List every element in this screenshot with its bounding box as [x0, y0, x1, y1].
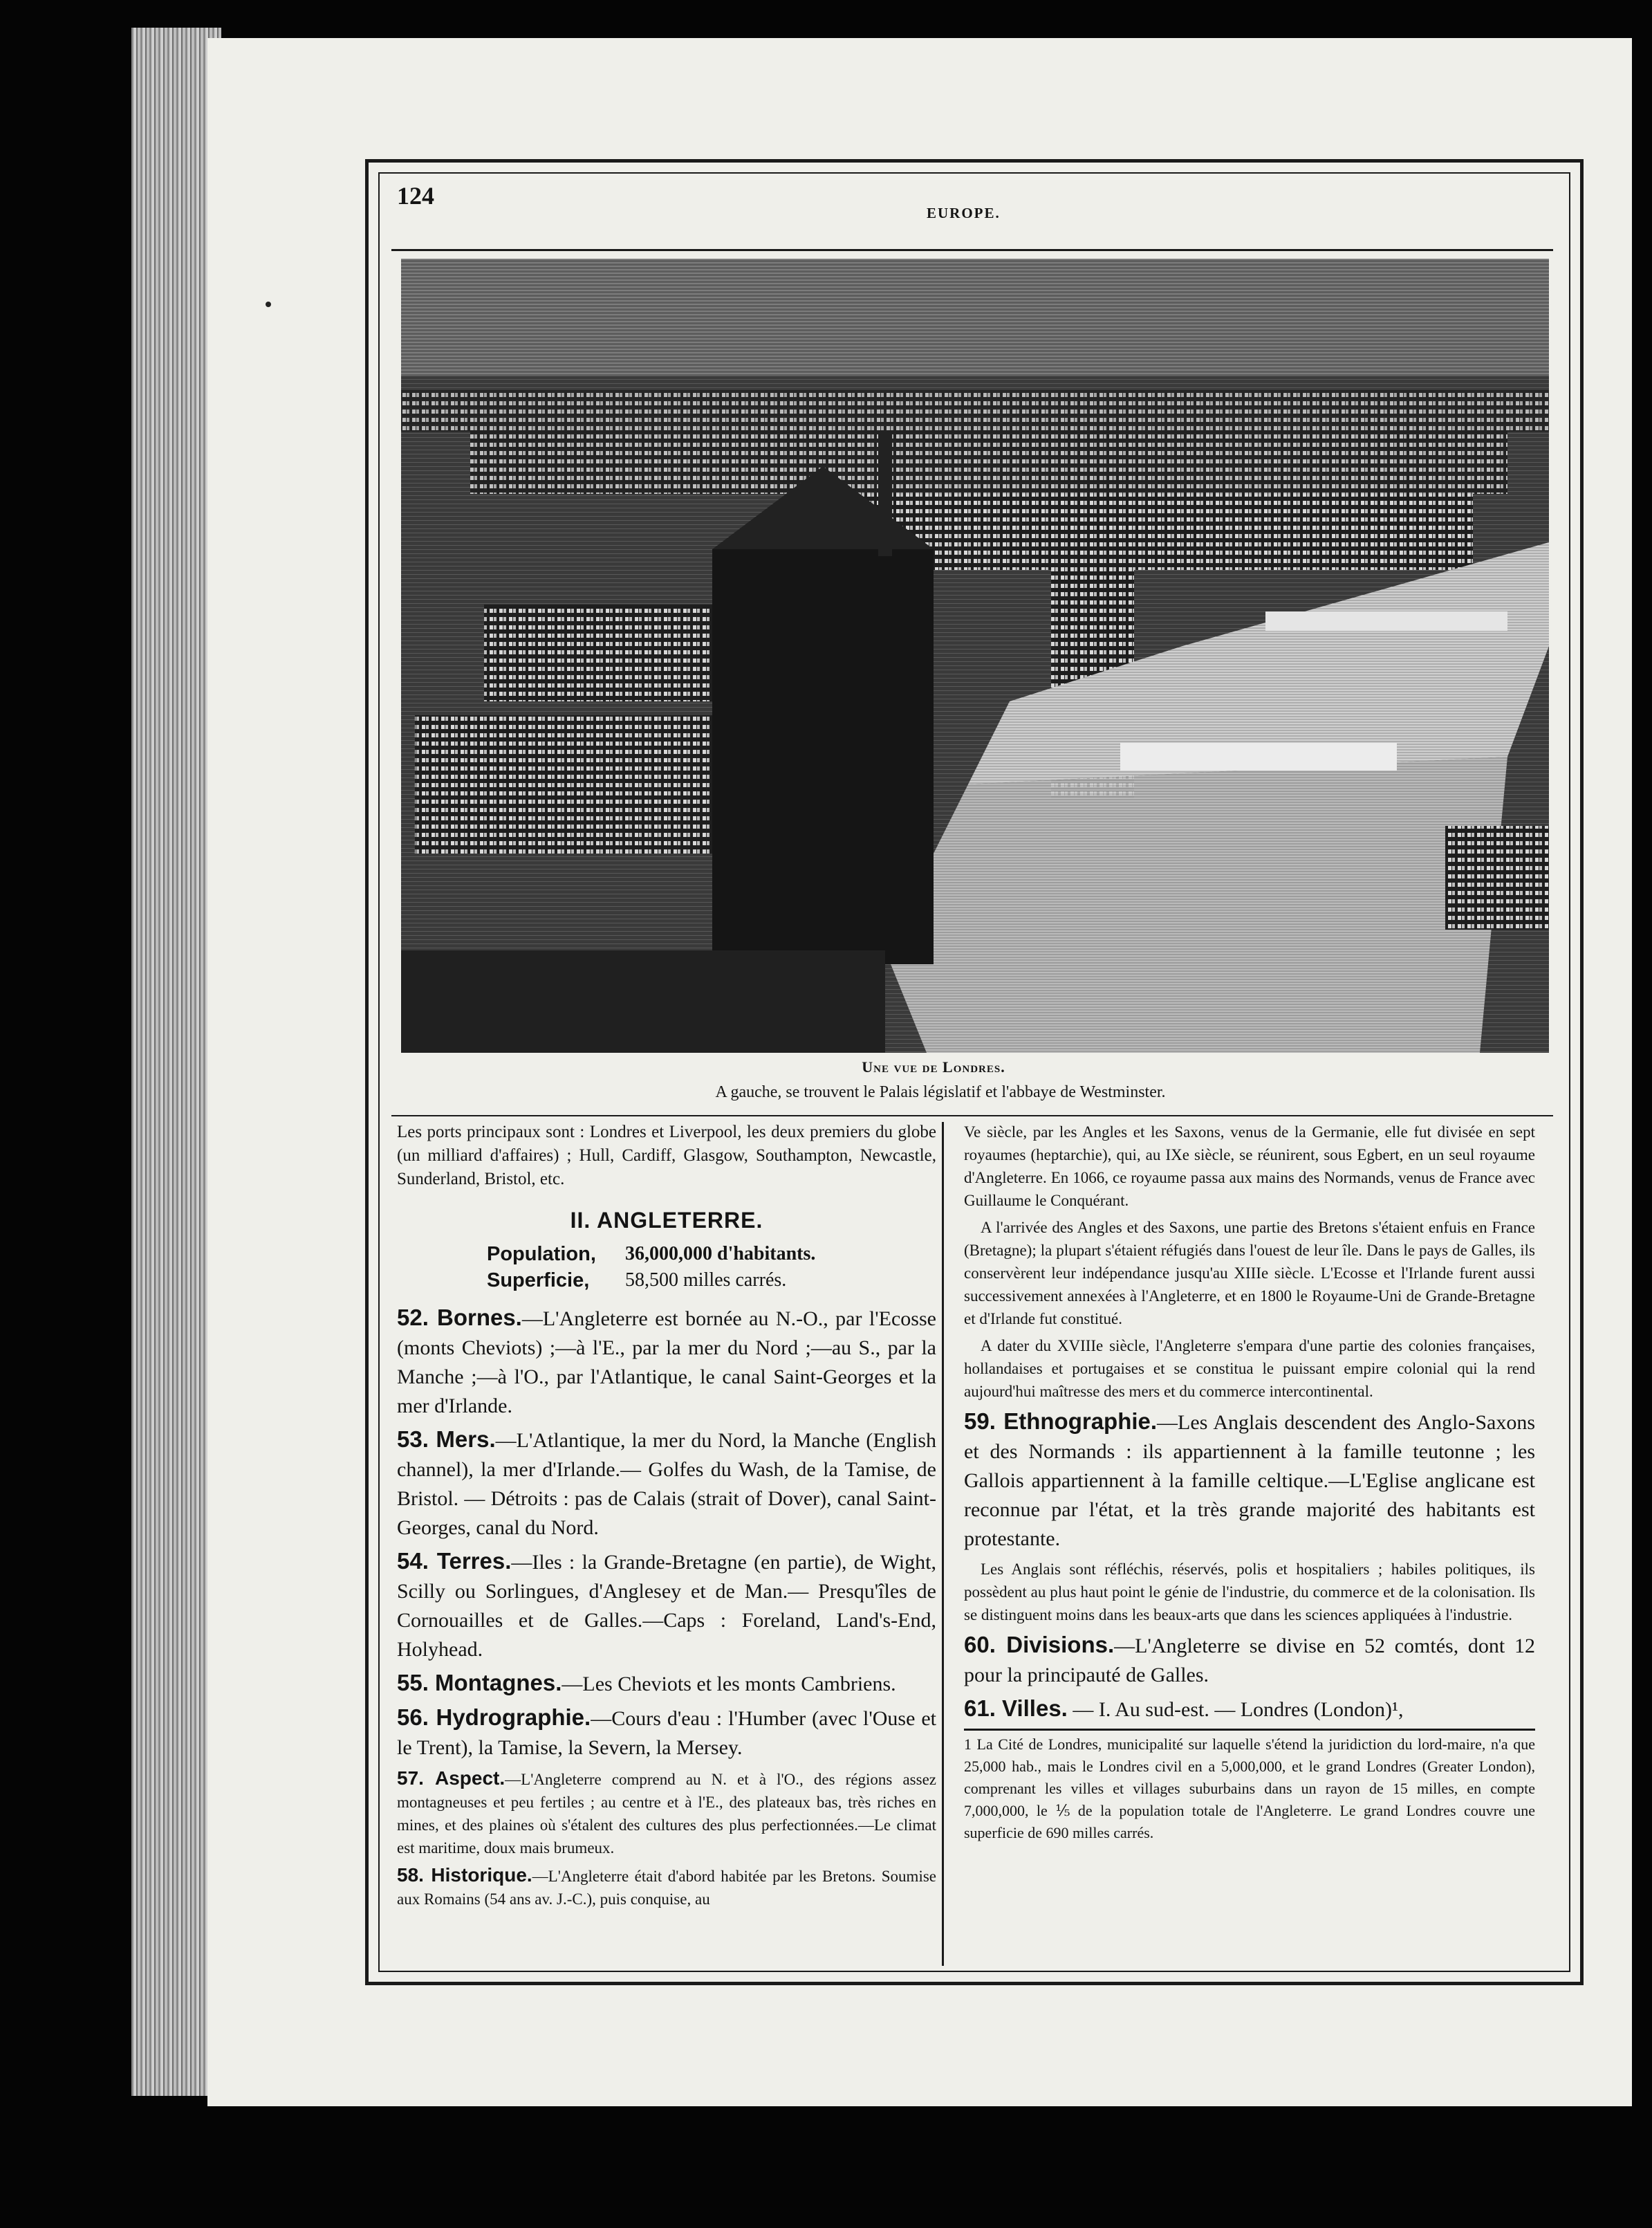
paragraph-52: 52. Bornes.—L'Angleterre est bornée au N.-O., par l'Ecosse (monts Cheviots) ;—à l'E., par la mer du Nord ;—au S., par la Manche ;—à l'O., par l'Atlantique, le canal Saint-Georges et la mer d'Irlande.: [397, 1305, 936, 1417]
page-number: 124: [397, 182, 434, 210]
paragraph-54: 54. Terres.—Iles : la Grande-Bretagne (en partie), de Wight, Scilly ou Sorlingues, d'Anglesey et de Man.— Presqu'îles de Cornouailles et de Galles.—Caps : Foreland, Land's-End, Holyhead.: [397, 1548, 936, 1661]
paragraph-59: 59. Ethnographie.—Les Anglais descendent des Anglo-Saxons et des Normands : ils appartiennent à la famille teutonne ; les Gallois appartiennent à la famille celtique.—L'Eglise anglicane est reconnue par l'état, et la très grande majorité des habitants est protestante.: [964, 1408, 1535, 1550]
paragraph-61: 61. Villes. — I. Au sud-est. — Londres (London)¹,: [964, 1695, 1404, 1721]
right-column: [964, 1121, 1535, 1848]
paragraph-53: 53. Mers.—L'Atlantique, la mer du Nord, la Manche (English channel), la mer d'Irlande.— Golfes du Wash, de la Tamise, de Bristol. — Détroits : pas de Calais (strait of Dover), canal Saint-Georges, canal du Nord.: [397, 1426, 936, 1539]
paragraph-58-b: A l'arrivée des Angles et des Saxons, une partie des Bretons s'étaient enfuis en France (Bretagne); la plupart s'étaient réfugiés dans l'ouest de leur île. Dans le pays de Galles, ils conservèrent leur indépendance jusqu'au XIIIe siècle. L'Ecosse et l'Irlande furent aussi successivement annexées à l'Angleterre, et en 1800 le Royaume-Uni de Grande-Bretagne et d'Irlande fut constitué.: [964, 1219, 1535, 1327]
population-label: Population,: [487, 1243, 596, 1265]
caption-subtitle: A gauche, se trouvent le Palais législatif et l'abbaye de Westminster.: [715, 1083, 1166, 1101]
superficie-value: 58,500 milles carrés.: [625, 1269, 787, 1291]
population-row: [397, 1241, 936, 1267]
superficie-label: Superficie,: [487, 1269, 590, 1291]
superficie-row: [397, 1267, 936, 1293]
paragraph-57: 57. Aspect.—L'Angleterre comprend au N. et à l'O., des régions assez montagneuses et peu fertiles ; au centre et à l'E., des plateaux bas, très riches en mines, et des plaines où s'étalent des cultures des plus perfectionnées.—Le climat est maritime, doux mais brumeux.: [397, 1767, 936, 1857]
paragraph-59-b: Les Anglais sont réfléchis, réservés, polis et hospitaliers ; habiles politiques, ils possèdent au plus haut point le génie de l'industrie, du commerce et de la colonisation. Ils se distinguent moins dans les beaux-arts que dans les sciences appliquées à l'industrie.: [964, 1560, 1535, 1623]
running-title: EUROPE.: [927, 205, 1001, 221]
footnote: 1 La Cité de Londres, municipalité sur laquelle s'étend la juridiction du lord-maire, n'a que 25,000 hab., mais le Londres civil en a 5,000,000, et le grand Londres (Greater London), comprenant les villes et villages suburbains dans un rayon de 15 milles, en compte 7,000,000, le ⅕ de la population totale de l'Angleterre. Le grand Londres couvre une superficie de 690 milles carrés.: [964, 1736, 1535, 1841]
left-column: [397, 1121, 936, 1915]
footnote-rule: [964, 1729, 1535, 1731]
paragraph-58-cont: Ve siècle, par les Angles et les Saxons, venus de la Germanie, elle fut divisée en sept royaumes (heptarchie), qui, au IXe siècle, se réunirent, sous Egbert, en un seul royaume d'Angleterre. En 1066, ce royaume passa aux mains des Normands, venus de France avec Guillaume le Conquérant.: [964, 1123, 1535, 1209]
paragraph-60: 60. Divisions.—L'Angleterre se divise en 52 comtés, dont 12 pour la principauté de Galles.: [964, 1632, 1535, 1686]
paragraph-58-c: A dater du XVIIIe siècle, l'Angleterre s'empara d'une partie des colonies françaises, hollandaises et portugaises et se constitua le puissant empire colonial qui la rend aujourd'hui maîtresse des mers et du commerce intercontinental.: [964, 1337, 1535, 1400]
header-rule: [391, 249, 1553, 251]
london-engraving: [401, 259, 1549, 1053]
column-divider: [942, 1122, 944, 1966]
page-speck: [266, 302, 271, 307]
caption-rule: [391, 1115, 1553, 1116]
caption-title: Une vue de Londres.: [862, 1058, 1005, 1076]
section-title: II. ANGLETERRE.: [570, 1208, 763, 1233]
ports-paragraph: Les ports principaux sont : Londres et Liverpool, les deux premiers du globe (un milliard d'affaires) ; Hull, Cardiff, Glasgow, Southampton, Newcastle, Sunderland, Bristol, etc.: [397, 1123, 936, 1188]
paragraph-56: 56. Hydrographie.—Cours d'eau : l'Humber (avec l'Ouse et le Trent), la Tamise, la Severn, la Mersey.: [397, 1704, 936, 1759]
paragraph-58: 58. Historique.—L'Angleterre était d'abord habitée par les Bretons. Soumise aux Romains (54 ans av. J.-C.), puis conquise, au: [397, 1864, 937, 1908]
paragraph-55: 55. Montagnes.—Les Cheviots et les monts Cambriens.: [397, 1670, 896, 1695]
population-value: 36,000,000 d'habitants.: [625, 1243, 816, 1264]
